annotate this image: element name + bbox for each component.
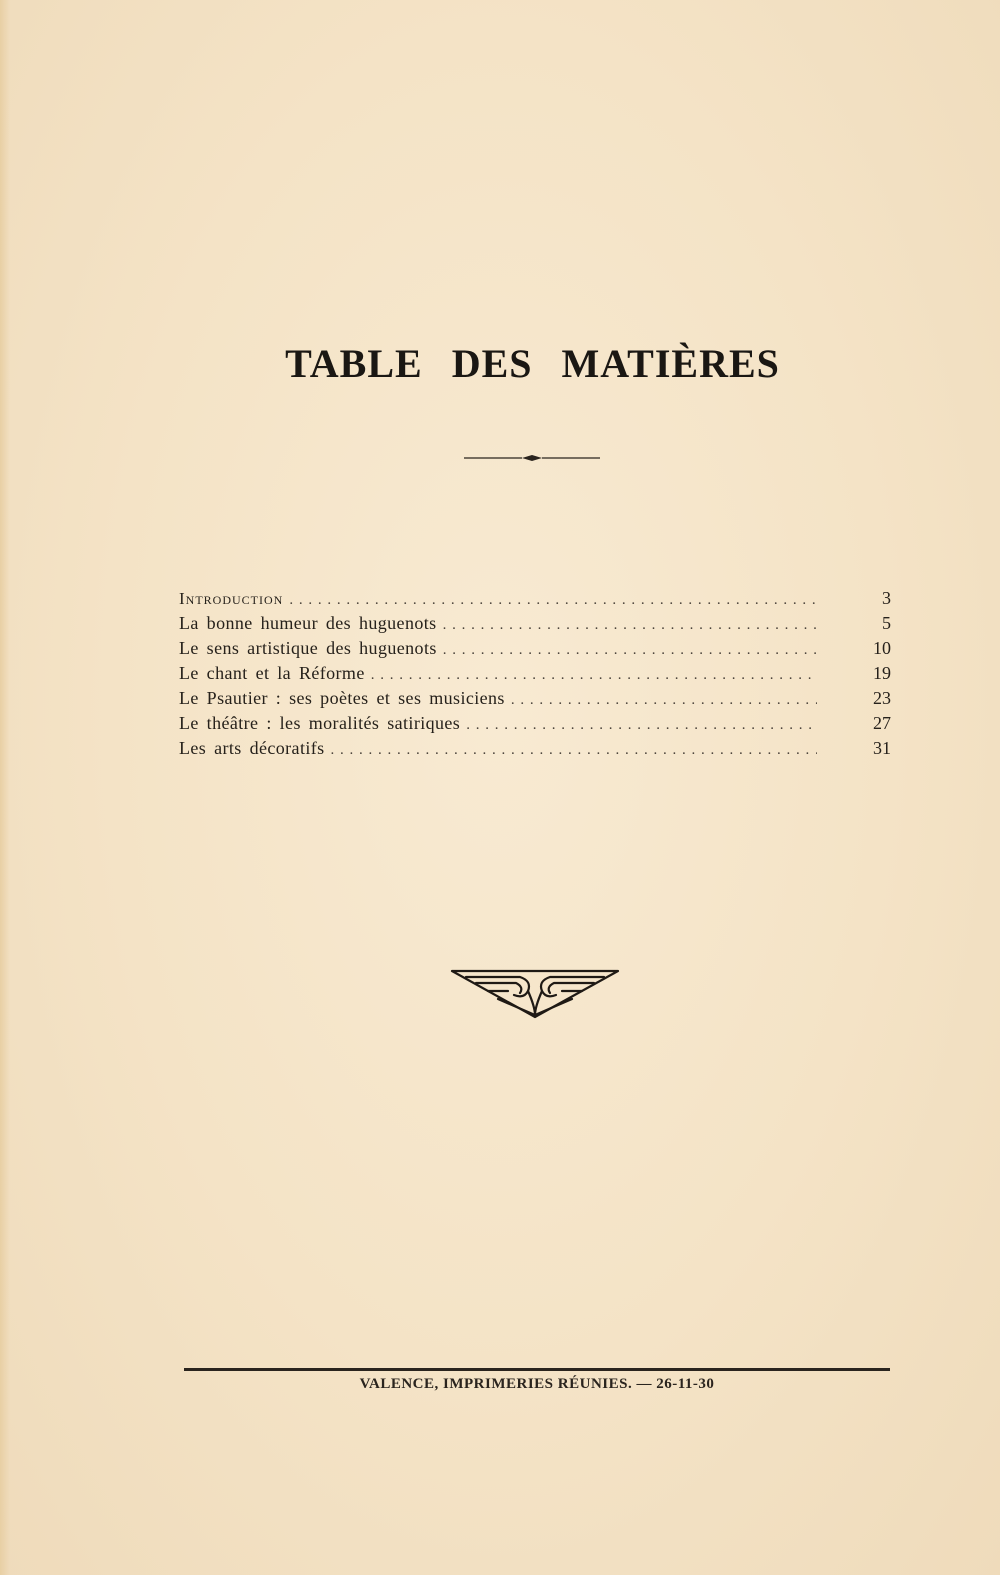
rule-ornament-icon: [464, 452, 600, 464]
toc-leader-dots: [331, 738, 817, 763]
toc-entry-label: Le sens artistique des huguenots: [179, 638, 437, 658]
toc-leader-dots: [443, 613, 817, 638]
toc-entry-label: Le chant et la Réforme: [179, 663, 365, 683]
toc-entry: [179, 711, 891, 736]
toc-entry: [179, 611, 891, 636]
toc-entry-page: 31: [873, 738, 891, 758]
toc-leader-dots: [289, 588, 817, 613]
toc-entry: [179, 586, 891, 611]
toc-entry-page: 27: [873, 713, 891, 733]
toc-entry: [179, 661, 891, 686]
toc-entry-page: 10: [873, 638, 891, 658]
toc-entry: [179, 736, 891, 761]
toc-leader-dots: [443, 638, 817, 663]
toc-leader-dots: [371, 663, 817, 688]
page-edge: [0, 0, 10, 1575]
toc-leader-dots: [511, 688, 817, 713]
fleuron-ornament-icon: [450, 967, 620, 1021]
toc-entry: [179, 636, 891, 661]
toc-entry-page: 23: [873, 688, 891, 708]
toc-entry-label: La bonne humeur des huguenots: [179, 613, 437, 633]
toc-entry-page: 5: [882, 613, 891, 633]
toc-entry-label: Le Psautier : ses poètes et ses musiciens: [179, 688, 505, 708]
toc-entry-label: Introduction: [179, 589, 284, 608]
toc-entry: [179, 686, 891, 711]
toc-entry-page: 3: [882, 588, 891, 608]
toc-entry-page: 19: [873, 663, 891, 683]
toc-entry-label: Les arts décoratifs: [179, 738, 325, 758]
table-of-contents: [179, 586, 891, 761]
page-title: TABLE DES MATIÈRES: [285, 341, 780, 386]
footer-rule: [184, 1368, 890, 1371]
toc-entry-label: Le théâtre : les moralités satiriques: [179, 713, 461, 733]
printer-imprint: VALENCE, IMPRIMERIES RÉUNIES. — 26-11-30: [359, 1376, 715, 1392]
toc-leader-dots: [466, 713, 817, 738]
